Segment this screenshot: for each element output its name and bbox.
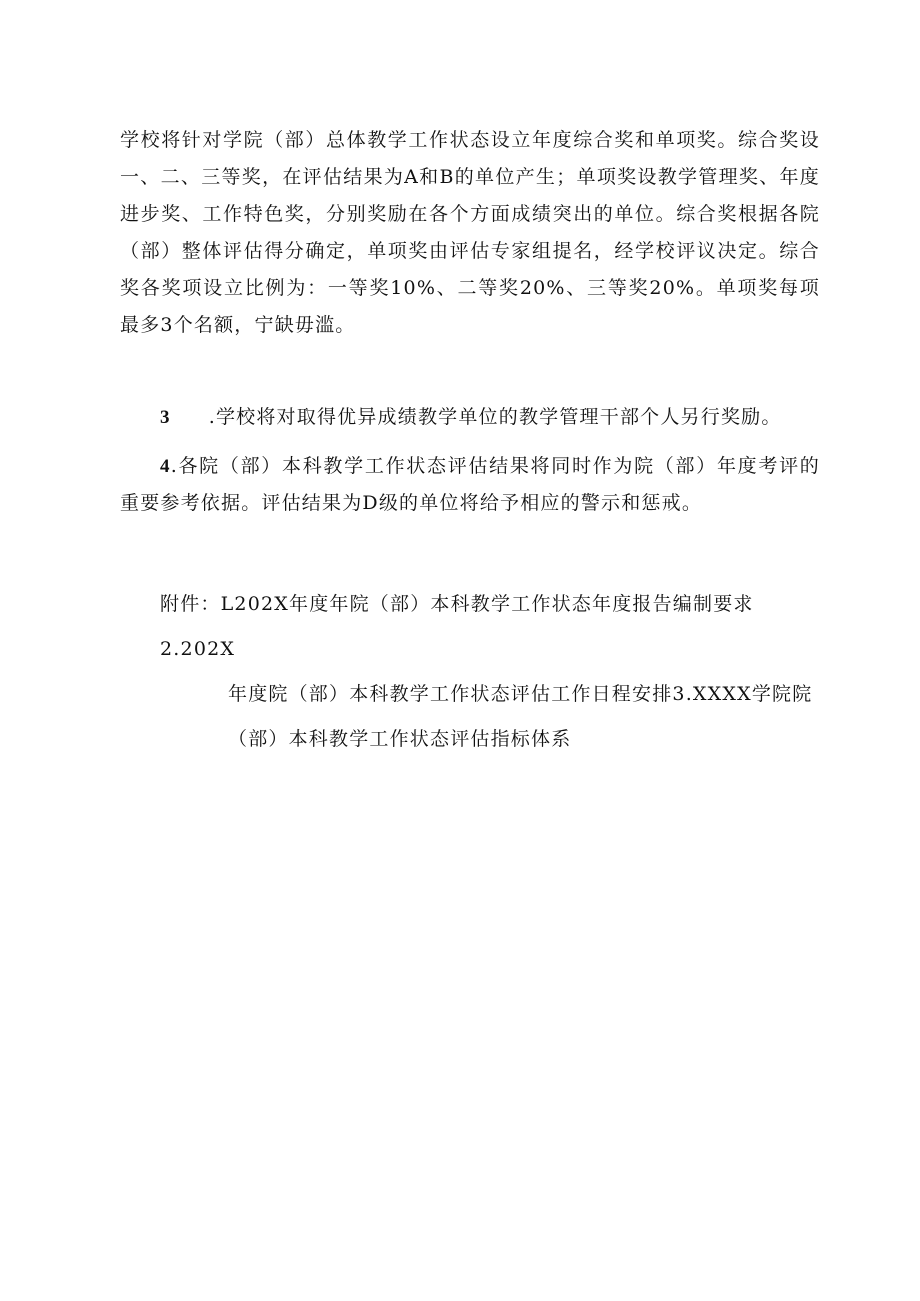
item-3-number: 3 — [160, 407, 171, 428]
item-4-text: .各院（部）本科教学工作状态评估结果将同时作为院（部）年度考评的重要参考依据。评估结果为D级的单位将给予相应的警示和惩戒。 — [120, 455, 820, 514]
attachments-block — [160, 582, 820, 762]
attachments-line-3: （部）本科教学工作状态评估指标体系 — [228, 728, 572, 750]
item-3 — [160, 399, 820, 436]
item-3-text: .学校将对取得优异成绩教学单位的教学管理干部个人另行奖励。 — [208, 406, 782, 428]
award-paragraph: 学校将针对学院（部）总体教学工作状态设立年度综合奖和单项奖。综合奖设一、二、三等奖，在评估结果为A和B的单位产生；单项奖设教学管理奖、年度进步奖、工作特色奖，分别奖励在各个方面成绩突出的单位。综合奖根据各院（部）整体评估得分确定，单项奖由评估专家组提名，经学校评议决定。综合奖各奖项设立比例为：一等奖10%、二等奖20%、三等奖20%。单项奖每项最多3个名额，宁缺毋滥。 — [120, 129, 820, 336]
item-4-number: 4 — [160, 456, 171, 477]
item-4 — [120, 448, 820, 522]
attachments-line-1: 附件：L202X年度年院（部）本科教学工作状态年度报告编制要求2.202X — [160, 593, 754, 660]
attachments-line-2: 年度院（部）本科教学工作状态评估工作日程安排3.XXXX学院院 — [228, 683, 813, 705]
